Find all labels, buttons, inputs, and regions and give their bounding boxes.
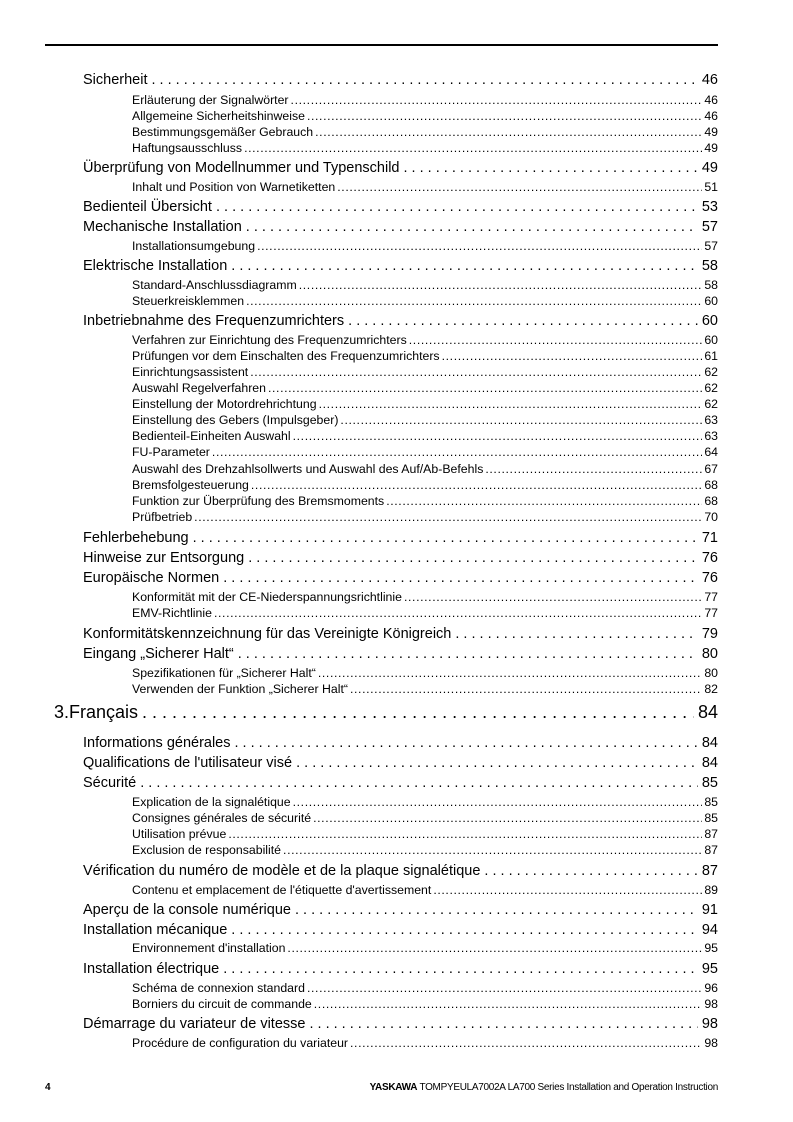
toc-entry-title: EMV-Richtlinie: [132, 606, 212, 620]
dot-leader: [340, 412, 702, 428]
toc-entry-page: 49: [704, 125, 718, 139]
toc-entry-page: 67: [704, 462, 718, 476]
toc-entry-title: Sicherheit: [83, 72, 148, 88]
toc-entry-page: 94: [701, 922, 718, 938]
toc-entry[interactable]: [83, 71, 718, 90]
toc-entry-title: Démarrage du variateur de vitesse: [83, 1016, 306, 1032]
dot-leader: [223, 960, 698, 979]
toc-entry[interactable]: [132, 461, 718, 477]
toc-entry[interactable]: [132, 124, 718, 140]
toc-entry[interactable]: [132, 477, 718, 493]
toc-entry[interactable]: [83, 862, 718, 881]
toc-entry-page: 82: [704, 682, 718, 696]
dot-leader: [386, 493, 702, 509]
toc-entry[interactable]: [132, 980, 718, 996]
dot-leader: [293, 428, 703, 444]
toc-entry-page: 63: [704, 413, 718, 427]
toc-entry-page: 46: [704, 109, 718, 123]
dot-leader: [291, 92, 703, 108]
toc-entry-page: 95: [704, 941, 718, 955]
toc-entry-title: Prüfbetrieb: [132, 510, 193, 524]
toc-entry-title: Installationsumgebung: [132, 239, 256, 253]
toc-entry-title: Sécurité: [83, 775, 137, 791]
toc-entry-page: 57: [704, 239, 718, 253]
toc-entry-page: 80: [701, 646, 718, 662]
toc-entry[interactable]: [83, 218, 718, 237]
toc-entry[interactable]: [132, 589, 718, 605]
dot-leader: [404, 589, 702, 605]
toc-entry-page: 98: [704, 997, 718, 1011]
dot-leader: [231, 257, 698, 276]
toc-entry[interactable]: [83, 901, 718, 920]
dot-leader: [293, 794, 703, 810]
toc-entry-page: 95: [701, 961, 718, 977]
toc-entry[interactable]: [132, 882, 718, 898]
toc-entry-title: Prüfungen vor dem Einschalten des Frequenzumrichters: [132, 349, 440, 363]
toc-entry[interactable]: [132, 428, 718, 444]
toc-entry-title: Konformitätskennzeichnung für das Vereinigte Königreich: [83, 626, 452, 642]
dot-leader: [287, 940, 702, 956]
toc-entry-page: 49: [701, 160, 718, 176]
toc-entry[interactable]: [132, 996, 718, 1012]
dot-leader: [250, 364, 702, 380]
toc-entry-title: Bedienteil-Einheiten Auswahl: [132, 429, 291, 443]
toc-entry-page: 85: [704, 811, 718, 825]
toc-entry-page: 46: [704, 93, 718, 107]
toc-entry-page: 62: [704, 365, 718, 379]
toc-entry-title: Haftungsausschluss: [132, 141, 243, 155]
toc-entry-page: 96: [704, 981, 718, 995]
toc-entry[interactable]: [83, 1015, 718, 1034]
toc-entry-title: Informations générales: [83, 735, 231, 751]
page-footer: [45, 1081, 718, 1095]
dot-leader: [442, 348, 703, 364]
toc-entry-page: 64: [704, 445, 718, 459]
toc-entry-title: Mechanische Installation: [83, 219, 242, 235]
toc-entry-page: 58: [701, 258, 718, 274]
document-title: [370, 1081, 718, 1095]
toc-entry[interactable]: [132, 332, 718, 348]
toc-entry[interactable]: [83, 960, 718, 979]
dot-leader: [140, 774, 698, 793]
dot-leader: [350, 1035, 702, 1051]
toc-entry-title: Bestimmungsgemäßer Gebrauch: [132, 125, 314, 139]
toc-entry-page: 49: [704, 141, 718, 155]
dot-leader: [214, 605, 702, 621]
toc-entry-title: Aperçu de la console numérique: [83, 902, 291, 918]
toc-entry-title: FU-Parameter: [132, 445, 210, 459]
dot-leader: [223, 569, 698, 588]
toc-entry-title: Explication de la signalétique: [132, 795, 291, 809]
toc-entry-page: 80: [704, 666, 718, 680]
dot-leader: [350, 681, 702, 697]
dot-leader: [248, 549, 698, 568]
toc-entry[interactable]: [83, 734, 718, 753]
dot-leader: [244, 140, 702, 156]
toc-entry-page: 60: [704, 294, 718, 308]
toc-entry[interactable]: [83, 569, 718, 588]
toc-entry-title: Europäische Normen: [83, 570, 220, 586]
toc-entry-title: Einstellung der Motordrehrichtung: [132, 397, 317, 411]
toc-entry-title: Installation électrique: [83, 961, 220, 977]
toc-entry-page: 77: [704, 606, 718, 620]
toc-entry-title: Utilisation prévue: [132, 827, 227, 841]
toc-entry-page: 77: [704, 590, 718, 604]
dot-leader: [257, 238, 702, 254]
toc-entry-title: Contenu et emplacement de l'étiquette d'avertissement: [132, 883, 432, 897]
toc-entry-title: Environnement d'installation: [132, 941, 286, 955]
brand-name: YASKAWA: [369, 1082, 418, 1093]
toc-entry[interactable]: [83, 754, 718, 773]
toc-entry-title: Inbetriebnahme des Frequenzumrichters: [83, 313, 345, 329]
dot-leader: [404, 159, 698, 178]
toc-entry-title: Standard-Anschlussdiagramm: [132, 278, 297, 292]
toc-entry[interactable]: [132, 444, 718, 460]
dot-leader: [337, 179, 702, 195]
doc-title-text: TOMPYEULA7002A LA700 Series Installation and Operation Instruction: [419, 1082, 718, 1093]
toc-entry[interactable]: [132, 665, 718, 681]
dot-leader: [313, 810, 702, 826]
toc-entry-title: Überprüfung von Modellnummer und Typenschild: [83, 160, 400, 176]
dot-leader: [307, 108, 702, 124]
toc-entry-title: Verwenden der Funktion „Sicherer Halt“: [132, 682, 348, 696]
dot-leader: [319, 396, 703, 412]
toc-entry-page: 63: [704, 429, 718, 443]
dot-leader: [231, 921, 698, 940]
toc-entry-title: Auswahl des Drehzahlsollwerts und Auswahl des Auf/Ab-Befehls: [132, 462, 484, 476]
chapter-title: Français: [69, 702, 139, 722]
toc-entry-title: Installation mécanique: [83, 922, 228, 938]
toc-entry-title: Bremsfolgesteuerung: [132, 478, 249, 492]
toc-entry[interactable]: [132, 810, 718, 826]
toc-entry-title: Borniers du circuit de commande: [132, 997, 312, 1011]
toc-entry[interactable]: [132, 277, 718, 293]
toc-entry[interactable]: [83, 257, 718, 276]
toc-entry-page: 84: [701, 755, 718, 771]
toc-entry-page: 87: [704, 843, 718, 857]
dot-leader: [216, 198, 698, 217]
toc-entry-title: Erläuterung der Signalwörter: [132, 93, 289, 107]
toc-entry[interactable]: [132, 396, 718, 412]
toc-entry[interactable]: [83, 645, 718, 664]
toc-entry-title: Inhalt und Position von Warnetiketten: [132, 180, 336, 194]
chapter-number: 3.: [54, 702, 70, 722]
toc-entry[interactable]: [83, 312, 718, 331]
toc-entry[interactable]: [132, 842, 718, 858]
dot-leader: [235, 734, 698, 753]
toc-entry[interactable]: [132, 493, 718, 509]
toc-entry-page: 58: [704, 278, 718, 292]
toc-chapter-heading[interactable]: [54, 701, 718, 723]
toc-entry-title: Consignes générales de sécurité: [132, 811, 312, 825]
toc-entry[interactable]: [132, 380, 718, 396]
dot-leader: [314, 996, 703, 1012]
toc-entry-title: Steuerkreisklemmen: [132, 294, 245, 308]
dot-leader: [295, 901, 698, 920]
toc-entry[interactable]: [132, 940, 718, 956]
toc-entry-page: 91: [701, 902, 718, 918]
toc-entry-title: Procédure de configuration du variateur: [132, 1036, 349, 1050]
toc-entry-page: 51: [704, 180, 718, 194]
toc-entry-title: Spezifikationen für „Sicherer Halt“: [132, 666, 316, 680]
toc-entry-title: Elektrische Installation: [83, 258, 228, 274]
toc-entry[interactable]: [132, 605, 718, 621]
toc-entry[interactable]: [132, 348, 718, 364]
toc-entry-page: 46: [701, 72, 718, 88]
toc-entry-title: Einrichtungsassistent: [132, 365, 249, 379]
toc-entry[interactable]: [132, 108, 718, 124]
toc-entry[interactable]: [132, 1035, 718, 1051]
dot-leader: [246, 293, 702, 309]
toc-entry[interactable]: [132, 794, 718, 810]
toc-entry-title: Einstellung des Gebers (Impulsgeber): [132, 413, 339, 427]
toc-entry[interactable]: [132, 509, 718, 525]
toc-entry-page: 79: [701, 626, 718, 642]
toc-entry[interactable]: [132, 412, 718, 428]
toc-entry[interactable]: [83, 921, 718, 940]
toc-entry[interactable]: [132, 179, 718, 195]
toc-entry[interactable]: [83, 159, 718, 178]
toc-entry-title: Auswahl Regelverfahren: [132, 381, 266, 395]
toc-entry-page: 53: [701, 199, 718, 215]
toc-entry-page: 60: [701, 313, 718, 329]
dot-leader: [212, 444, 702, 460]
toc-entry[interactable]: [132, 681, 718, 697]
toc-entry[interactable]: [132, 293, 718, 309]
toc-entry[interactable]: [83, 198, 718, 217]
toc-entry-title: Hinweise zur Entsorgung: [83, 550, 245, 566]
toc-entry-title: Qualifications de l'utilisateur visé: [83, 755, 293, 771]
toc-entry-page: 68: [704, 494, 718, 508]
toc-entry-page: 87: [704, 827, 718, 841]
toc-entry-title: Exclusion de responsabilité: [132, 843, 282, 857]
dot-leader: [142, 701, 694, 723]
toc-entry-page: 60: [704, 333, 718, 347]
toc-entry-title: Eingang „Sicherer Halt“: [83, 646, 234, 662]
page-number: 4: [45, 1082, 51, 1093]
toc-entry[interactable]: [83, 625, 718, 644]
toc-entry-page: 85: [704, 795, 718, 809]
toc-entry-page: 61: [704, 349, 718, 363]
dot-leader: [194, 509, 702, 525]
toc-entry-page: 76: [701, 550, 718, 566]
dot-leader: [228, 826, 702, 842]
toc-entry[interactable]: [83, 549, 718, 568]
toc-entry[interactable]: [132, 238, 718, 254]
toc-entry-page: 84: [701, 735, 718, 751]
top-rule: [45, 44, 718, 46]
toc-entry-title: Bedienteil Übersicht: [83, 199, 212, 215]
dot-leader: [484, 862, 697, 881]
toc-entry-page: 68: [704, 478, 718, 492]
toc-entry-title: Funktion zur Überprüfung des Bremsmoments: [132, 494, 385, 508]
dot-leader: [193, 529, 698, 548]
toc-entry-page: 76: [701, 570, 718, 586]
toc-entry-page: 89: [704, 883, 718, 897]
toc-entry-page: 62: [704, 397, 718, 411]
toc-entry-page: 98: [701, 1016, 718, 1032]
toc-entry-title: Verfahren zur Einrichtung des Frequenzumrichters: [132, 333, 407, 347]
dot-leader: [307, 980, 702, 996]
toc-entry-page: 87: [701, 863, 718, 879]
toc-entry[interactable]: [132, 826, 718, 842]
dot-leader: [485, 461, 702, 477]
dot-leader: [455, 625, 697, 644]
dot-leader: [238, 645, 698, 664]
toc-entry-page: 85: [701, 775, 718, 791]
dot-leader: [251, 477, 702, 493]
dot-leader: [433, 882, 702, 898]
toc-entry[interactable]: [83, 529, 718, 548]
dot-leader: [151, 71, 697, 90]
toc-entry-title: Schéma de connexion standard: [132, 981, 305, 995]
toc-entry[interactable]: [132, 92, 718, 108]
toc-entry-page: 98: [704, 1036, 718, 1050]
toc-entry-title: Vérification du numéro de modèle et de la plaque signalétique: [83, 863, 481, 879]
dot-leader: [409, 332, 703, 348]
dot-leader: [268, 380, 702, 396]
toc-entry-page: 62: [704, 381, 718, 395]
toc-entry-title: Fehlerbehebung: [83, 530, 189, 546]
dot-leader: [296, 754, 698, 773]
chapter-page: 84: [697, 702, 718, 722]
dot-leader: [299, 277, 703, 293]
toc-entry[interactable]: [83, 774, 718, 793]
toc-entry[interactable]: [132, 364, 718, 380]
toc-entry-page: 71: [701, 530, 718, 546]
toc-entry-page: 70: [704, 510, 718, 524]
dot-leader: [283, 842, 702, 858]
toc-entry[interactable]: [132, 140, 718, 156]
dot-leader: [309, 1015, 697, 1034]
toc-entry-page: 57: [701, 219, 718, 235]
dot-leader: [315, 124, 702, 140]
toc-entry-title: Allgemeine Sicherheitshinweise: [132, 109, 305, 123]
toc-entry-title: Konformität mit der CE-Niederspannungsrichtlinie: [132, 590, 402, 604]
dot-leader: [348, 312, 698, 331]
dot-leader: [318, 665, 702, 681]
dot-leader: [246, 218, 698, 237]
